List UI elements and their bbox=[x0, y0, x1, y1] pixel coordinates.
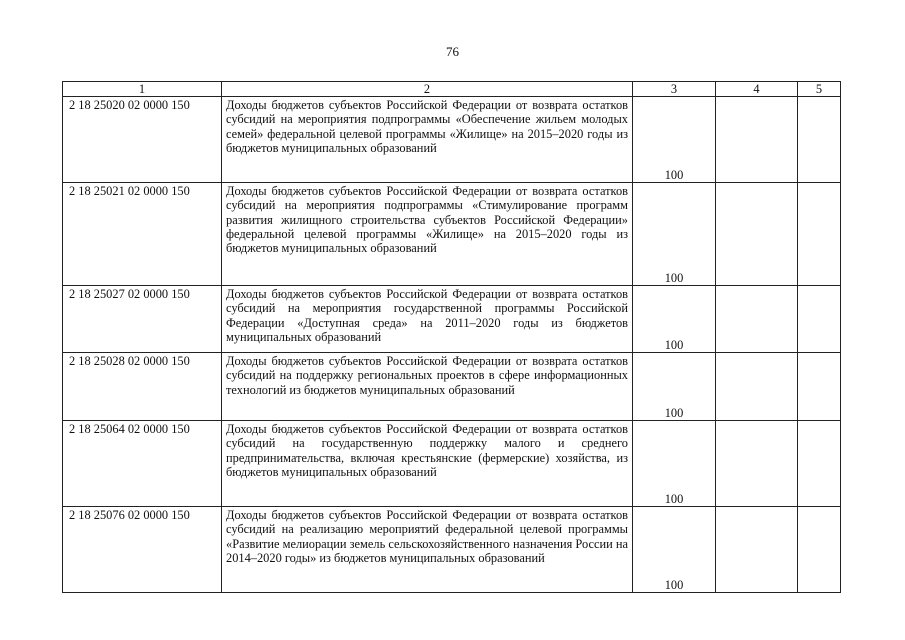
value-cell-4 bbox=[716, 507, 798, 593]
table-row bbox=[63, 286, 841, 353]
code-cell: 2 18 25021 02 0000 150 bbox=[63, 183, 222, 286]
value-cell-5 bbox=[798, 353, 841, 421]
description-cell: Доходы бюджетов субъектов Российской Федерации от возврата остатков субсидий на реализацию мероприятий федеральной целевой программы «Развитие мелиорации земель сельскохозяйственного назначения России на 2014–2020 годы» из бюджетов муниципальных образований bbox=[222, 507, 633, 593]
value-cell-4 bbox=[716, 97, 798, 183]
description-cell: Доходы бюджетов субъектов Российской Федерации от возврата остатков субсидий на мероприятия государственной программы Российской Федерации «Доступная среда» на 2011–2020 годы из бюджетов муниципальных образований bbox=[222, 286, 633, 353]
code-cell: 2 18 25076 02 0000 150 bbox=[63, 507, 222, 593]
table-header-row bbox=[63, 82, 841, 97]
value-cell-4 bbox=[716, 421, 798, 507]
value-cell-3: 100 bbox=[633, 286, 716, 353]
value-cell-5 bbox=[798, 507, 841, 593]
table-row bbox=[63, 183, 841, 286]
description-cell: Доходы бюджетов субъектов Российской Федерации от возврата остатков субсидий на мероприятия подпрограммы «Обеспечение жильем молодых семей» федеральной целевой программы «Жилище» на 2015–2020 годы из бюджетов муниципальных образований bbox=[222, 97, 633, 183]
header-cell-4: 4 bbox=[716, 82, 798, 97]
budget-classification-table bbox=[62, 81, 841, 593]
table-row bbox=[63, 97, 841, 183]
value-cell-3: 100 bbox=[633, 507, 716, 593]
header-cell-5: 5 bbox=[798, 82, 841, 97]
value-cell-3: 100 bbox=[633, 183, 716, 286]
code-cell: 2 18 25028 02 0000 150 bbox=[63, 353, 222, 421]
value-cell-5 bbox=[798, 97, 841, 183]
description-cell: Доходы бюджетов субъектов Российской Федерации от возврата остатков субсидий на поддержку региональных проектов в сфере информационных технологий из бюджетов муниципальных образований bbox=[222, 353, 633, 421]
header-cell-2: 2 bbox=[222, 82, 633, 97]
code-cell: 2 18 25064 02 0000 150 bbox=[63, 421, 222, 507]
code-cell: 2 18 25027 02 0000 150 bbox=[63, 286, 222, 353]
table-row bbox=[63, 353, 841, 421]
value-cell-4 bbox=[716, 353, 798, 421]
table-row bbox=[63, 507, 841, 593]
header-cell-3: 3 bbox=[633, 82, 716, 97]
value-cell-3: 100 bbox=[633, 353, 716, 421]
value-cell-3: 100 bbox=[633, 421, 716, 507]
code-cell: 2 18 25020 02 0000 150 bbox=[63, 97, 222, 183]
header-cell-1: 1 bbox=[63, 82, 222, 97]
value-cell-4 bbox=[716, 183, 798, 286]
value-cell-4 bbox=[716, 286, 798, 353]
value-cell-5 bbox=[798, 421, 841, 507]
description-cell: Доходы бюджетов субъектов Российской Федерации от возврата остатков субсидий на государственную поддержку малого и среднего предпринимательства, включая крестьянские (фермерские) хозяйства, из бюджетов муниципальных образований bbox=[222, 421, 633, 507]
value-cell-5 bbox=[798, 286, 841, 353]
table-row bbox=[63, 421, 841, 507]
value-cell-5 bbox=[798, 183, 841, 286]
description-cell: Доходы бюджетов субъектов Российской Федерации от возврата остатков субсидий на мероприятия подпрограммы «Стимулирование программ развития жилищного строительства субъектов Российской Федерации» федеральной целевой программы «Жилище» на 2015–2020 годы из бюджетов муниципальных образований bbox=[222, 183, 633, 286]
page-number: 76 bbox=[446, 44, 459, 59]
value-cell-3: 100 bbox=[633, 97, 716, 183]
